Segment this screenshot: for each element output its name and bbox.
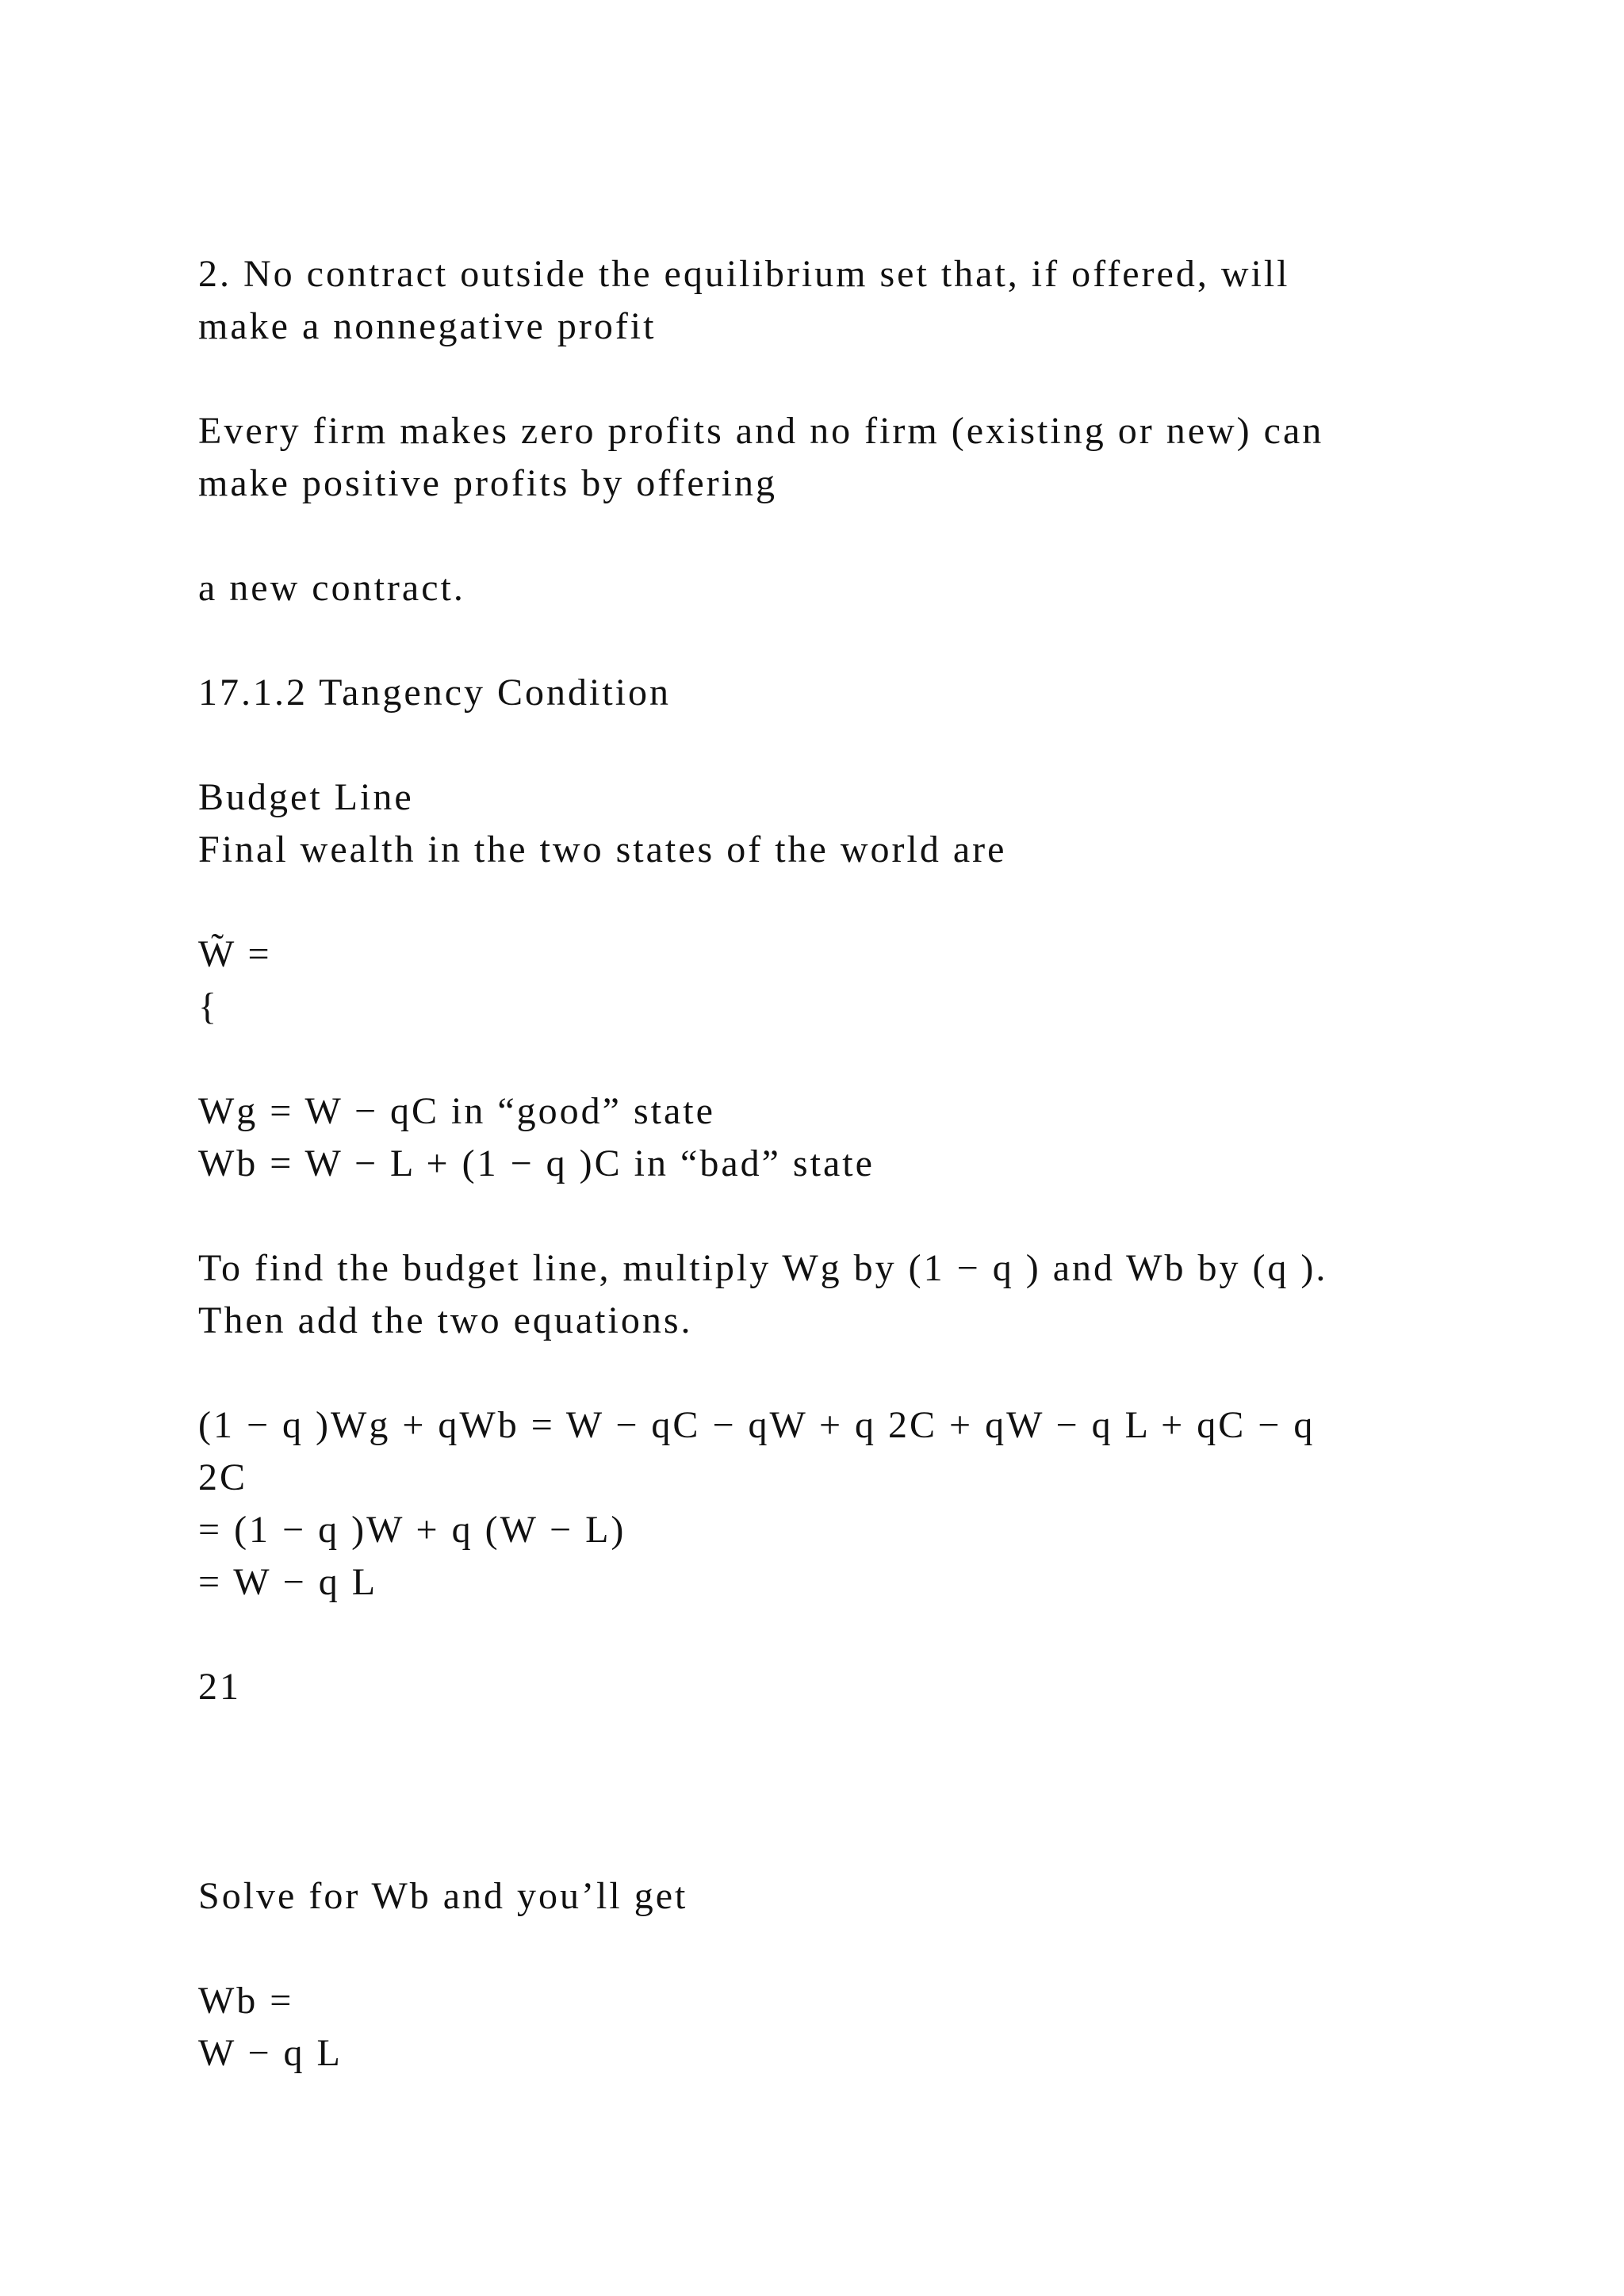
page-number: 21 bbox=[198, 1666, 241, 1708]
text-line: Final wealth in the two states of the world are bbox=[198, 828, 1007, 871]
equation-line: Wb = bbox=[198, 1980, 294, 2022]
text-line: To find the budget line, multiply Wg by (1 − q ) and Wb by (q ). bbox=[198, 1247, 1328, 1289]
equation-line: W̃ = bbox=[198, 933, 272, 975]
subsection-heading: Budget Line bbox=[198, 776, 414, 818]
equation-line: { bbox=[198, 985, 220, 1027]
section-heading: 17.1.2 Tangency Condition bbox=[198, 672, 672, 714]
equation-line: W − q L bbox=[198, 2032, 343, 2074]
text-line: Then add the two equations. bbox=[198, 1299, 693, 1341]
equation-line: 2C bbox=[198, 1456, 248, 1498]
text-line: Every firm makes zero profits and no firm (existing or new) can bbox=[198, 410, 1324, 452]
text-line: make a nonnegative profit bbox=[198, 305, 657, 347]
text-line: Solve for Wb and you’ll get bbox=[198, 1875, 688, 1917]
equation-line: Wg = W − qC in “good” state bbox=[198, 1090, 715, 1132]
equation-line: Wb = W − L + (1 − q )C in “bad” state bbox=[198, 1142, 875, 1184]
text-line: 2. No contract outside the equilibrium set that, if offered, will bbox=[198, 253, 1290, 295]
text-line: make positive profits by offering bbox=[198, 462, 777, 504]
equation-line: (1 − q )Wg + qWb = W − qC − qW + q 2C + qW − q L + qC − q bbox=[198, 1404, 1316, 1446]
equation-line: = (1 − q )W + q (W − L) bbox=[198, 1509, 626, 1551]
text-line: a new contract. bbox=[198, 567, 465, 609]
equation-line: = W − q L bbox=[198, 1561, 378, 1603]
